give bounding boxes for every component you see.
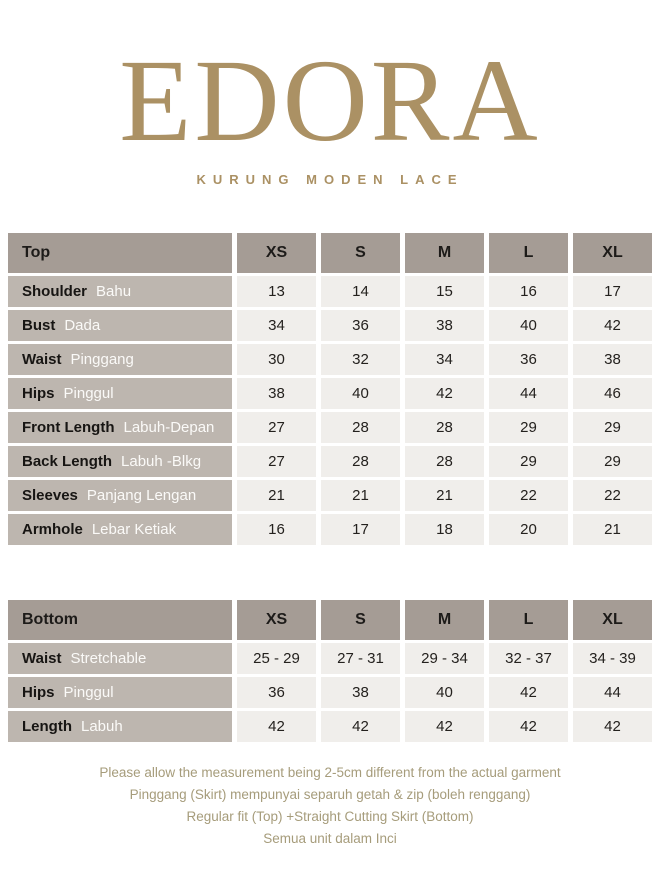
brand-logo: EDORA — [119, 35, 541, 166]
table-row-waist-bottom — [8, 643, 652, 674]
table-title-cell — [8, 233, 232, 273]
row-label-my: Panjang Lengan — [86, 487, 197, 504]
value-cell: 25 - 29 — [237, 643, 316, 674]
value-cell: 42 — [573, 310, 652, 341]
value-cell: 15 — [405, 276, 484, 307]
value-cell: 22 — [489, 480, 568, 511]
table-row-back-length — [8, 446, 652, 477]
value-cell: 28 — [405, 446, 484, 477]
value-cell: 34 - 39 — [573, 643, 652, 674]
value-cell: 29 — [489, 446, 568, 477]
row-label-en: Waist — [22, 650, 62, 667]
table-row-sleeves — [8, 480, 652, 511]
value-cell: 40 — [489, 310, 568, 341]
value-cell: 34 — [405, 344, 484, 375]
value-cell: 44 — [489, 378, 568, 409]
size-header-m: M — [405, 233, 484, 273]
table-title: Bottom — [22, 611, 78, 628]
table-row-hips — [8, 378, 652, 409]
row-label-cell — [8, 514, 232, 545]
table-title: Top — [22, 244, 51, 261]
row-label-my: Stretchable — [70, 650, 147, 667]
row-label-en: Length — [22, 718, 72, 735]
size-header-l: L — [489, 600, 568, 640]
value-cell: 29 - 34 — [405, 643, 484, 674]
size-header-xs: XS — [237, 233, 316, 273]
table-row-front-length — [8, 412, 652, 443]
size-table-bottom — [8, 600, 652, 742]
value-cell: 40 — [405, 677, 484, 708]
row-label-cell — [8, 310, 232, 341]
row-label-my: Labuh — [81, 718, 123, 735]
measurement-notes — [0, 762, 660, 850]
value-cell: 40 — [321, 378, 400, 409]
value-cell: 42 — [573, 711, 652, 742]
row-label-en: Waist — [22, 351, 62, 368]
value-cell: 27 - 31 — [321, 643, 400, 674]
row-label-en: Shoulder — [22, 283, 88, 300]
note-line: Please allow the measurement being 2-5cm different from the actual garment — [99, 765, 561, 780]
value-cell: 32 — [321, 344, 400, 375]
size-table-top — [8, 233, 652, 545]
value-cell: 28 — [321, 446, 400, 477]
value-cell: 17 — [573, 276, 652, 307]
row-label-en: Hips — [22, 385, 55, 402]
value-cell: 16 — [489, 276, 568, 307]
row-label-en: Armhole — [22, 521, 83, 538]
row-label-en: Front Length — [22, 419, 115, 436]
row-label-cell — [8, 344, 232, 375]
row-label-en: Sleeves — [22, 487, 78, 504]
value-cell: 21 — [321, 480, 400, 511]
size-header-xl: XL — [573, 600, 652, 640]
value-cell: 42 — [489, 677, 568, 708]
note-line: Pinggang (Skirt) mempunyai separuh getah & zip (boleh renggang) — [129, 787, 531, 802]
size-header-s: S — [321, 600, 400, 640]
value-cell: 17 — [321, 514, 400, 545]
value-cell: 21 — [237, 480, 316, 511]
row-label-en: Bust — [22, 317, 56, 334]
value-cell: 38 — [405, 310, 484, 341]
value-cell: 29 — [489, 412, 568, 443]
row-label-cell — [8, 643, 232, 674]
row-label-my: Pinggang — [70, 351, 134, 368]
row-label-en: Back Length — [22, 453, 113, 470]
row-label-cell — [8, 276, 232, 307]
row-label-cell — [8, 446, 232, 477]
value-cell: 46 — [573, 378, 652, 409]
value-cell: 42 — [237, 711, 316, 742]
brand-header — [0, 0, 660, 187]
value-cell: 21 — [573, 514, 652, 545]
value-cell: 22 — [573, 480, 652, 511]
value-cell: 27 — [237, 446, 316, 477]
value-cell: 42 — [321, 711, 400, 742]
value-cell: 38 — [321, 677, 400, 708]
value-cell: 42 — [405, 378, 484, 409]
value-cell: 29 — [573, 412, 652, 443]
value-cell: 13 — [237, 276, 316, 307]
row-label-cell — [8, 711, 232, 742]
value-cell: 27 — [237, 412, 316, 443]
size-header-l: L — [489, 233, 568, 273]
row-label-cell — [8, 378, 232, 409]
value-cell: 14 — [321, 276, 400, 307]
value-cell: 42 — [489, 711, 568, 742]
table-header-row — [8, 233, 652, 273]
value-cell: 34 — [237, 310, 316, 341]
value-cell: 42 — [405, 711, 484, 742]
table-title-cell — [8, 600, 232, 640]
value-cell: 32 - 37 — [489, 643, 568, 674]
value-cell: 44 — [573, 677, 652, 708]
size-header-xs: XS — [237, 600, 316, 640]
size-header-m: M — [405, 600, 484, 640]
row-label-my: Pinggul — [63, 684, 114, 701]
note-line: Semua unit dalam Inci — [263, 831, 397, 846]
row-label-cell — [8, 412, 232, 443]
row-label-cell — [8, 480, 232, 511]
size-header-s: S — [321, 233, 400, 273]
table-row-armhole — [8, 514, 652, 545]
row-label-my: Pinggul — [63, 385, 114, 402]
value-cell: 28 — [405, 412, 484, 443]
table-row-shoulder — [8, 276, 652, 307]
row-label-en: Hips — [22, 684, 55, 701]
table-row-hips-bottom — [8, 677, 652, 708]
value-cell: 36 — [321, 310, 400, 341]
note-line: Regular fit (Top) +Straight Cutting Skirt (Bottom) — [186, 809, 474, 824]
value-cell: 38 — [573, 344, 652, 375]
row-label-my: Dada — [64, 317, 101, 334]
size-header-xl: XL — [573, 233, 652, 273]
value-cell: 36 — [489, 344, 568, 375]
table-row-bust — [8, 310, 652, 341]
value-cell: 20 — [489, 514, 568, 545]
value-cell: 18 — [405, 514, 484, 545]
value-cell: 21 — [405, 480, 484, 511]
row-label-my: Lebar Ketiak — [91, 521, 177, 538]
row-label-my: Bahu — [96, 283, 132, 300]
value-cell: 29 — [573, 446, 652, 477]
value-cell: 28 — [321, 412, 400, 443]
table-header-row — [8, 600, 652, 640]
value-cell: 30 — [237, 344, 316, 375]
table-row-length-bottom — [8, 711, 652, 742]
brand-tagline: KURUNG MODEN LACE — [196, 172, 464, 187]
row-label-my: Labuh-Depan — [123, 419, 215, 436]
row-label-cell — [8, 677, 232, 708]
value-cell: 36 — [237, 677, 316, 708]
table-row-waist — [8, 344, 652, 375]
value-cell: 38 — [237, 378, 316, 409]
value-cell: 16 — [237, 514, 316, 545]
row-label-my: Labuh -Blkg — [121, 453, 202, 470]
